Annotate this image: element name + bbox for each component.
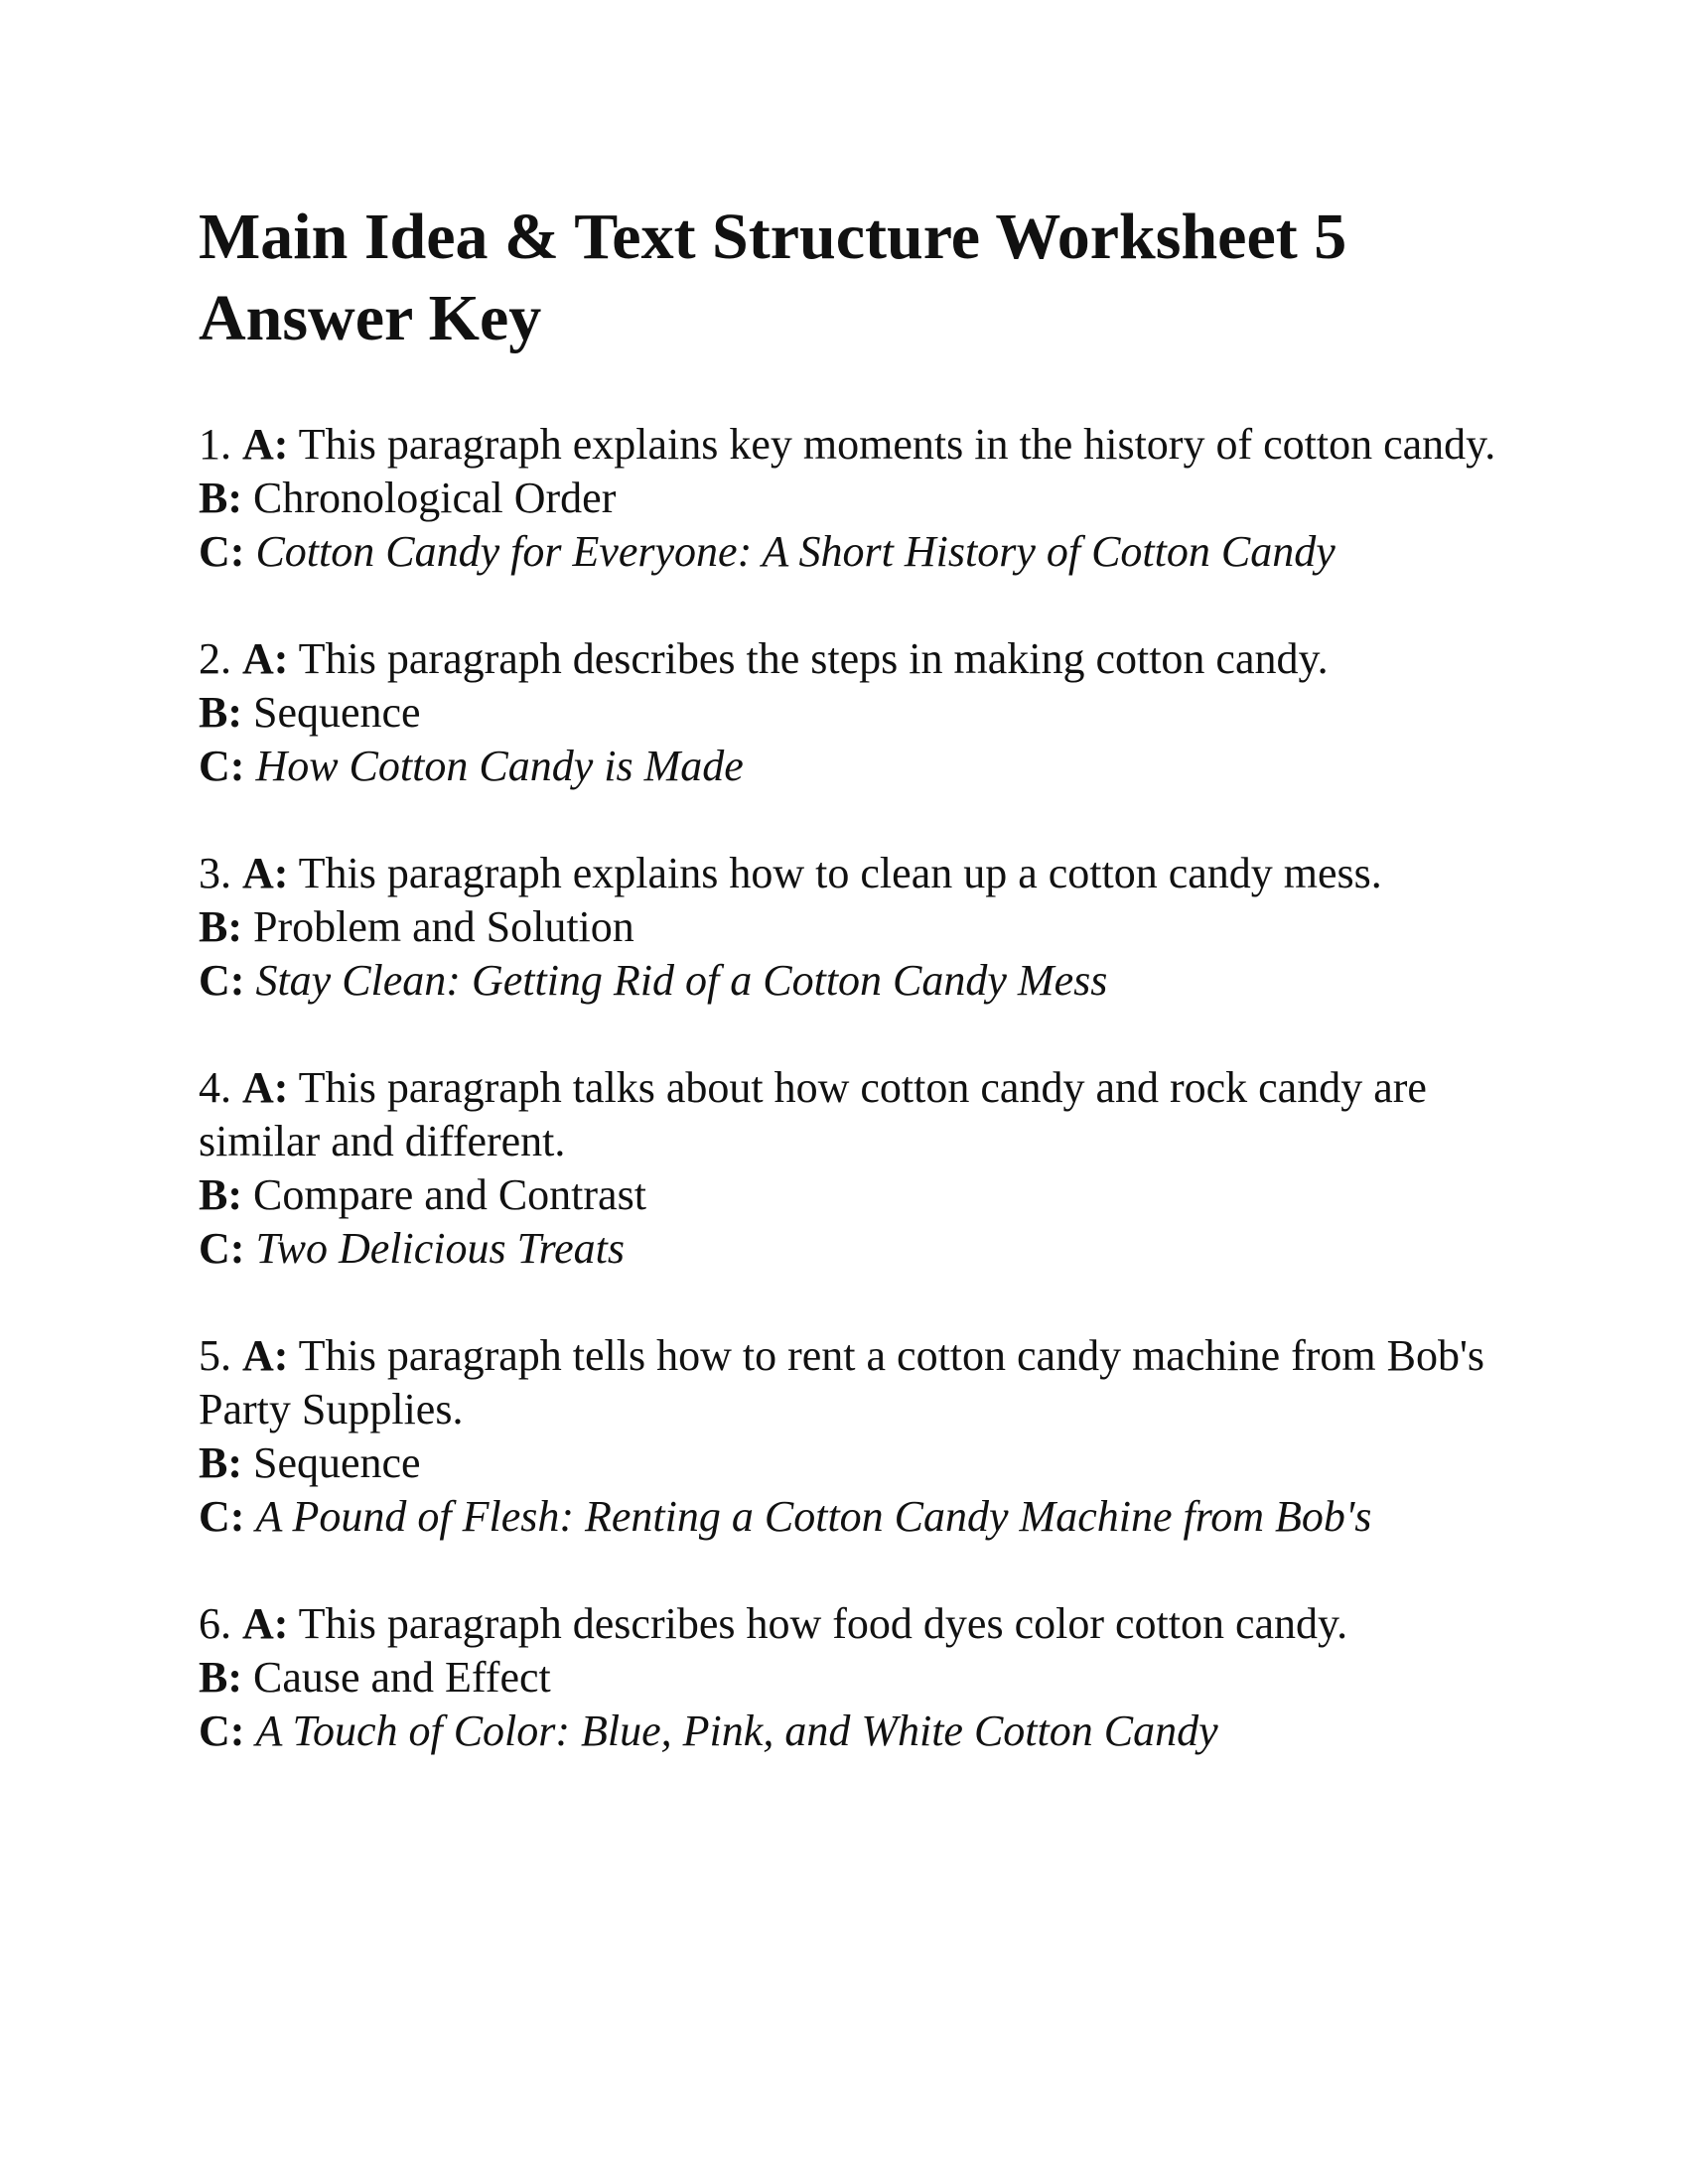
answer-item-3 [199, 847, 1519, 1008]
answer-b-label: B: [199, 1438, 242, 1487]
answer-a-label: A: [242, 1599, 289, 1648]
answer-b-text: Sequence [253, 1438, 421, 1487]
answer-a-label: A: [242, 849, 289, 897]
answer-c-row [199, 954, 1519, 1008]
answer-c-text: A Touch of Color: Blue, Pink, and White Cotton Candy [255, 1706, 1218, 1755]
answer-item-5 [199, 1329, 1519, 1544]
answer-a-text: This paragraph talks about how cotton candy and rock candy are similar and different. [199, 1063, 1427, 1165]
answer-a-text: This paragraph describes how food dyes color cotton candy. [298, 1599, 1348, 1648]
answer-c-row [199, 525, 1519, 579]
answer-b-row [199, 1436, 1519, 1490]
answer-a-label: A: [242, 634, 289, 683]
answer-a-row [199, 418, 1519, 472]
answer-b-text: Cause and Effect [253, 1653, 551, 1702]
answer-b-row [199, 900, 1519, 954]
answer-a-label: A: [242, 1063, 289, 1112]
answer-b-row [199, 686, 1519, 740]
answer-b-label: B: [199, 474, 242, 522]
answer-item-4 [199, 1061, 1519, 1276]
answer-b-label: B: [199, 688, 242, 737]
answer-a-row [199, 1329, 1519, 1436]
answer-a-text: This paragraph explains key moments in the history of cotton candy. [298, 420, 1496, 469]
answer-a-text: This paragraph explains how to clean up a cotton candy mess. [298, 849, 1382, 897]
answer-c-text: Stay Clean: Getting Rid of a Cotton Candy Mess [255, 956, 1108, 1005]
answer-number: 5. [199, 1331, 231, 1380]
answer-b-text: Sequence [253, 688, 421, 737]
answer-c-label: C: [199, 1224, 245, 1273]
answer-number: 1. [199, 420, 231, 469]
answer-number: 2. [199, 634, 231, 683]
answer-c-row [199, 1705, 1519, 1758]
answer-number: 6. [199, 1599, 231, 1648]
answer-number: 3. [199, 849, 231, 897]
answer-c-row [199, 740, 1519, 793]
answer-c-label: C: [199, 956, 245, 1005]
answer-c-row [199, 1222, 1519, 1276]
answer-c-label: C: [199, 1706, 245, 1755]
answer-a-text: This paragraph describes the steps in making cotton candy. [298, 634, 1329, 683]
title-line-2: Answer Key [199, 282, 542, 354]
answer-b-label: B: [199, 1653, 242, 1702]
title-line-1: Main Idea & Text Structure Worksheet 5 [199, 201, 1347, 273]
answer-c-label: C: [199, 527, 245, 576]
answer-item-1 [199, 418, 1519, 579]
answer-list [199, 418, 1519, 1812]
answer-c-row [199, 1490, 1519, 1544]
answer-item-2 [199, 632, 1519, 793]
answer-b-row [199, 1168, 1519, 1222]
answer-b-text: Chronological Order [253, 474, 617, 522]
answer-a-row [199, 1061, 1519, 1168]
answer-c-text: How Cotton Candy is Made [255, 742, 744, 790]
answer-a-label: A: [242, 1331, 289, 1380]
answer-number: 4. [199, 1063, 231, 1112]
answer-c-label: C: [199, 1492, 245, 1541]
answer-item-6 [199, 1597, 1519, 1758]
answer-a-row [199, 632, 1519, 686]
answer-c-label: C: [199, 742, 245, 790]
answer-a-text: This paragraph tells how to rent a cotton candy machine from Bob's Party Supplies. [199, 1331, 1485, 1433]
answer-a-row [199, 1597, 1519, 1651]
answer-b-text: Problem and Solution [253, 902, 634, 951]
answer-a-label: A: [242, 420, 289, 469]
page-title [199, 197, 1539, 359]
answer-b-row [199, 472, 1519, 525]
answer-c-text: Two Delicious Treats [255, 1224, 626, 1273]
answer-b-label: B: [199, 1170, 242, 1219]
answer-b-row [199, 1651, 1519, 1705]
answer-c-text: Cotton Candy for Everyone: A Short History of Cotton Candy [255, 527, 1336, 576]
answer-c-text: A Pound of Flesh: Renting a Cotton Candy Machine from Bob's [255, 1492, 1372, 1541]
answer-a-row [199, 847, 1519, 900]
answer-b-text: Compare and Contrast [253, 1170, 646, 1219]
answer-b-label: B: [199, 902, 242, 951]
